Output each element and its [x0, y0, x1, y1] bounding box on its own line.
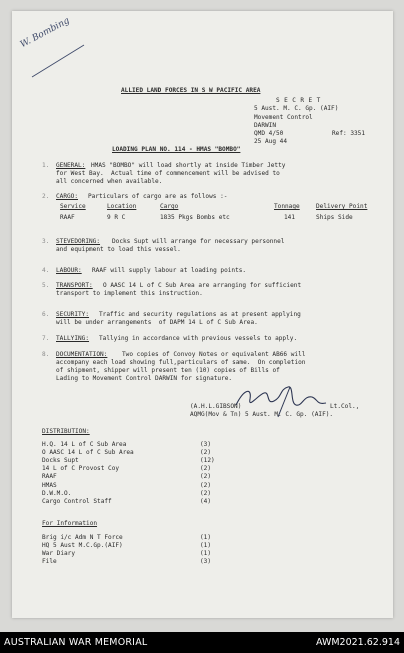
- list-item-label: O AASC 14 L of C Sub Area: [42, 449, 134, 457]
- para-7-heading: TALLYING:: [56, 335, 90, 342]
- para-5-heading: TRANSPORT:: [56, 282, 93, 289]
- para-2-heading: CARGO:: [56, 193, 79, 200]
- document-page: [12, 11, 393, 618]
- list-item-count: (3): [200, 441, 212, 448]
- para-6-line: will be under arrangements of DAPM 14 L of C Sub Area.: [56, 319, 258, 326]
- document-date: 25 Aug 44: [254, 138, 288, 145]
- list-item-count: (2): [200, 489, 212, 497]
- archive-reference: AWM2021.62.914: [315, 637, 400, 648]
- handwritten-note: W. Bombing: [18, 15, 72, 51]
- para-3-line: Docks Supt will arrange for necessary personnel: [112, 238, 285, 245]
- para-8-line: Lading to Movement Control DARWIN for signature.: [56, 375, 233, 382]
- list-item-count: (1): [200, 542, 212, 550]
- list-item-label: Docks Supt: [42, 457, 79, 465]
- para-1-line: for West Bay. Actual time of commencement will be advised to: [56, 170, 280, 177]
- list-item-label: File: [42, 558, 57, 566]
- para-1-heading: GENERAL:: [56, 162, 86, 169]
- cargo-col-location: Location: [107, 203, 137, 210]
- list-item-count: (2): [200, 465, 212, 473]
- list-item-label: H.Q. 14 L of C Sub Area: [42, 441, 127, 448]
- para-5-line: transport to implement this instruction.: [56, 290, 203, 297]
- para-5-line: O AASC 14 L of C Sub Area are arranging for sufficient: [103, 282, 302, 289]
- cargo-cell-cargo: 1835 Pkgs Bombs etc: [160, 214, 230, 221]
- list-item-count: (1): [200, 534, 212, 541]
- list-item-label: Cargo Control Staff: [42, 497, 112, 505]
- para-8-line: Two copies of Convoy Notes or equivalent AB66 will: [122, 351, 306, 358]
- list-item-label: Brig i/c Adm N T Force: [42, 534, 123, 541]
- handwritten-stroke: [30, 41, 90, 81]
- distribution-heading: DISTRIBUTION:: [42, 428, 90, 435]
- para-3-number: 3.: [42, 238, 50, 245]
- list-item-count: (12): [200, 457, 215, 465]
- para-4-line: RAAF will supply labour at loading points.: [92, 267, 247, 274]
- unit-name: 5 Aust. M. C. Gp. (AIF): [254, 105, 339, 112]
- para-3-line: and equipment to load this vessel.: [56, 246, 181, 253]
- office-name: Movement Control: [254, 114, 313, 121]
- list-item-label: War Diary: [42, 550, 76, 558]
- para-4-number: 4.: [42, 267, 50, 274]
- cargo-cell-tonnage: 141: [284, 214, 296, 221]
- location: DARWIN: [254, 122, 277, 129]
- para-1-line: all concerned when available.: [56, 178, 163, 185]
- information-heading: For Information: [42, 520, 98, 527]
- para-6-number: 6.: [42, 311, 50, 318]
- para-3-heading: STEVEDORING:: [56, 238, 101, 245]
- list-item-count: (2): [200, 449, 212, 457]
- list-item-count: (2): [200, 473, 212, 481]
- cargo-cell-delivery: Ships Side: [316, 214, 353, 221]
- para-7-line: Tallying in accordance with previous vessels to apply.: [99, 335, 298, 342]
- archive-footer: [0, 632, 404, 653]
- para-6-heading: SECURITY:: [56, 311, 90, 318]
- list-item-label: RAAF: [42, 473, 57, 481]
- para-8-line: of shipment, shipper will present ten (10) copies of Bills of: [56, 367, 280, 374]
- classification: S E C R E T: [276, 97, 321, 104]
- list-item-label: 14 L of C Provost Coy: [42, 465, 120, 473]
- document-title: ALLIED LAND FORCES IN S W PACIFIC AREA: [121, 87, 261, 94]
- cargo-col-tonnage: Tonnage: [274, 203, 300, 210]
- para-8-line: accompany each load showing full,particulars of same. On completion: [56, 359, 306, 366]
- para-2-number: 2.: [42, 193, 50, 200]
- para-2-line: Particulars of cargo are as follows :-: [88, 193, 228, 200]
- signatory-position: AQMG(Mov & Tn) 5 Aust. M. C. Gp. (AIF).: [190, 411, 334, 418]
- list-item-label: HQ 5 Aust M.C.Gp.(AIF): [42, 542, 123, 550]
- archive-name: AUSTRALIAN WAR MEMORIAL: [4, 637, 148, 648]
- plan-title: LOADING PLAN NO. 114 - HMAS "BOMBO": [112, 146, 241, 153]
- cargo-col-delivery: Delivery Point: [316, 203, 368, 210]
- para-8-heading: DOCUMENTATION:: [56, 351, 108, 358]
- list-item-count: (2): [200, 481, 212, 489]
- ref-qmd: QMD 4/50: [254, 130, 284, 137]
- signatory-rank: Lt.Col.,: [330, 403, 360, 410]
- para-8-number: 8.: [42, 351, 50, 358]
- list-item-count: (4): [200, 497, 212, 505]
- para-6-line: Traffic and security regulations as at present applying: [99, 311, 301, 318]
- para-1-line: HMAS "BOMBO" will load shortly at inside Timber Jetty: [91, 162, 286, 169]
- ref-number: Ref: 3351: [332, 130, 366, 137]
- cargo-cell-location: 9 R C: [107, 214, 126, 221]
- cargo-cell-service: RAAF: [60, 214, 75, 221]
- list-item-label: HMAS: [42, 481, 57, 489]
- para-7-number: 7.: [42, 335, 50, 342]
- list-item-count: (1): [200, 550, 212, 558]
- list-item-count: (3): [200, 558, 212, 566]
- para-4-heading: LABOUR:: [56, 267, 82, 274]
- cargo-col-service: Service: [60, 203, 86, 210]
- para-5-number: 5.: [42, 282, 50, 289]
- para-1-number: 1.: [42, 162, 50, 169]
- list-item-label: D.W.M.O.: [42, 489, 72, 497]
- cargo-col-cargo: Cargo: [160, 203, 179, 210]
- signatory-name: (A.H.L.GIBSON): [190, 403, 242, 410]
